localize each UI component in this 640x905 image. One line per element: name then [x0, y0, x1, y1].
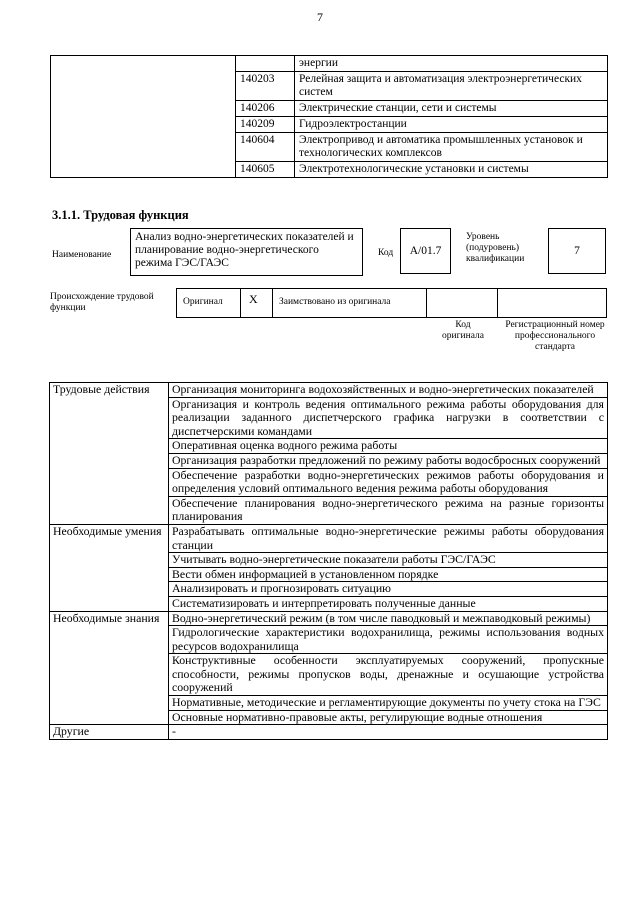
specialty-code: 140605: [236, 162, 295, 178]
page-number: 7: [317, 10, 323, 24]
code-value: A/01.7: [409, 245, 442, 257]
labor-action: Организация и контроль ведения оптимального режима работы оборудования для реализации заданного диспетчерского графика нагрузки в соответствии с диспетчерскими командами: [169, 397, 608, 439]
labor-action: Организация мониторинга водохозяйственных и водно-энергетических показателей: [169, 383, 608, 398]
specialty-name: Электрические станции, сети и системы: [295, 101, 608, 117]
skill-item: Вести обмен информацией в установленном порядке: [169, 567, 608, 582]
specialty-code: 140206: [236, 101, 295, 117]
knowledge-label: Необходимые знания: [50, 611, 169, 725]
borrowed-label: Заимствовано из оригинала: [279, 297, 391, 307]
code-value-box: [400, 228, 451, 274]
specialty-name: Электротехнологические установки и системы: [295, 162, 608, 178]
specialty-name: энергии: [295, 56, 608, 72]
knowledge-item: Водно-энергетический режим (в том числе паводковый и межпаводковый режимы): [169, 611, 608, 626]
table-row: [50, 725, 608, 740]
labor-action: Организация разработки предложений по режиму работы водосбросных сооружений: [169, 453, 608, 468]
specialty-code: 140604: [236, 133, 295, 162]
knowledge-item: Основные нормативно-правовые акты, регулирующие водные отношения: [169, 710, 608, 725]
labor-action: Обеспечение разработки водно-энергетических режимов работы оборудования и определения условий оптимального ведения режима работы оборудования: [169, 468, 608, 496]
skill-item: Анализировать и прогнозировать ситуацию: [169, 582, 608, 597]
section-title: 3.1.1. Трудовая функция: [52, 208, 189, 222]
specialty-code: 140209: [236, 117, 295, 133]
table-row: [50, 383, 608, 398]
reg-number-caption: Регистрационный номер профессионального стандарта: [505, 320, 605, 352]
labor-function-table: [49, 382, 608, 740]
specialty-code: [236, 56, 295, 72]
level-value-box: [548, 228, 606, 274]
skill-item: Систематизировать и интерпретировать полученные данные: [169, 596, 608, 611]
specialties-table: [50, 55, 608, 178]
function-name-box: [130, 228, 363, 276]
origin-label: Происхождение трудовой функции: [50, 292, 154, 313]
specialty-code: 140203: [236, 72, 295, 101]
name-label: Наименование: [52, 250, 112, 260]
labor-action: Оперативная оценка водного режима работы: [169, 439, 608, 454]
table-row: [51, 56, 608, 72]
specialty-name: Релейная защита и автоматизация электроэнергетических систем: [295, 72, 608, 101]
other-label: Другие: [50, 725, 169, 740]
labor-action: Обеспечение планирования водно-энергетического режима на разные горизонты планирования: [169, 496, 608, 524]
table-row: [50, 524, 608, 552]
level-label: Уровень (подуровень) квалификации: [466, 232, 525, 264]
origin-divider: [426, 288, 498, 318]
original-label: Оригинал: [183, 297, 223, 307]
knowledge-item: Гидрологические характеристики водохранилища, режимы использования водных ресурсов водохранилища: [169, 626, 608, 654]
level-value: 7: [574, 245, 580, 257]
knowledge-item: Конструктивные особенности эксплуатируемых сооружений, пропускные способности, режимы пропусков воды, дренажные и осушающие устройства сооружений: [169, 654, 608, 696]
function-name-value: Анализ водно-энергетических показателей и планирование водно-энергетического режима ГЭС/ГАЭС: [135, 231, 354, 269]
code-label: Код: [378, 248, 394, 258]
other-value: -: [169, 725, 608, 740]
table-cell-empty: [51, 56, 236, 178]
skill-item: Учитывать водно-энергетические показатели работы ГЭС/ГАЭС: [169, 553, 608, 568]
knowledge-item: Нормативные, методические и регламентирующие документы по учету стока на ГЭС: [169, 696, 608, 711]
skill-item: Разрабатывать оптимальные водно-энергетические режимы работы оборудования станции: [169, 524, 608, 552]
original-mark: X: [249, 292, 258, 306]
code-original-caption: Код оригинала: [442, 320, 484, 341]
specialty-name: Гидроэлектростанции: [295, 117, 608, 133]
specialty-name: Электропривод и автоматика промышленных установок и технологических комплексов: [295, 133, 608, 162]
table-row: [50, 611, 608, 626]
skills-label: Необходимые умения: [50, 524, 169, 611]
labor-actions-label: Трудовые действия: [50, 383, 169, 525]
